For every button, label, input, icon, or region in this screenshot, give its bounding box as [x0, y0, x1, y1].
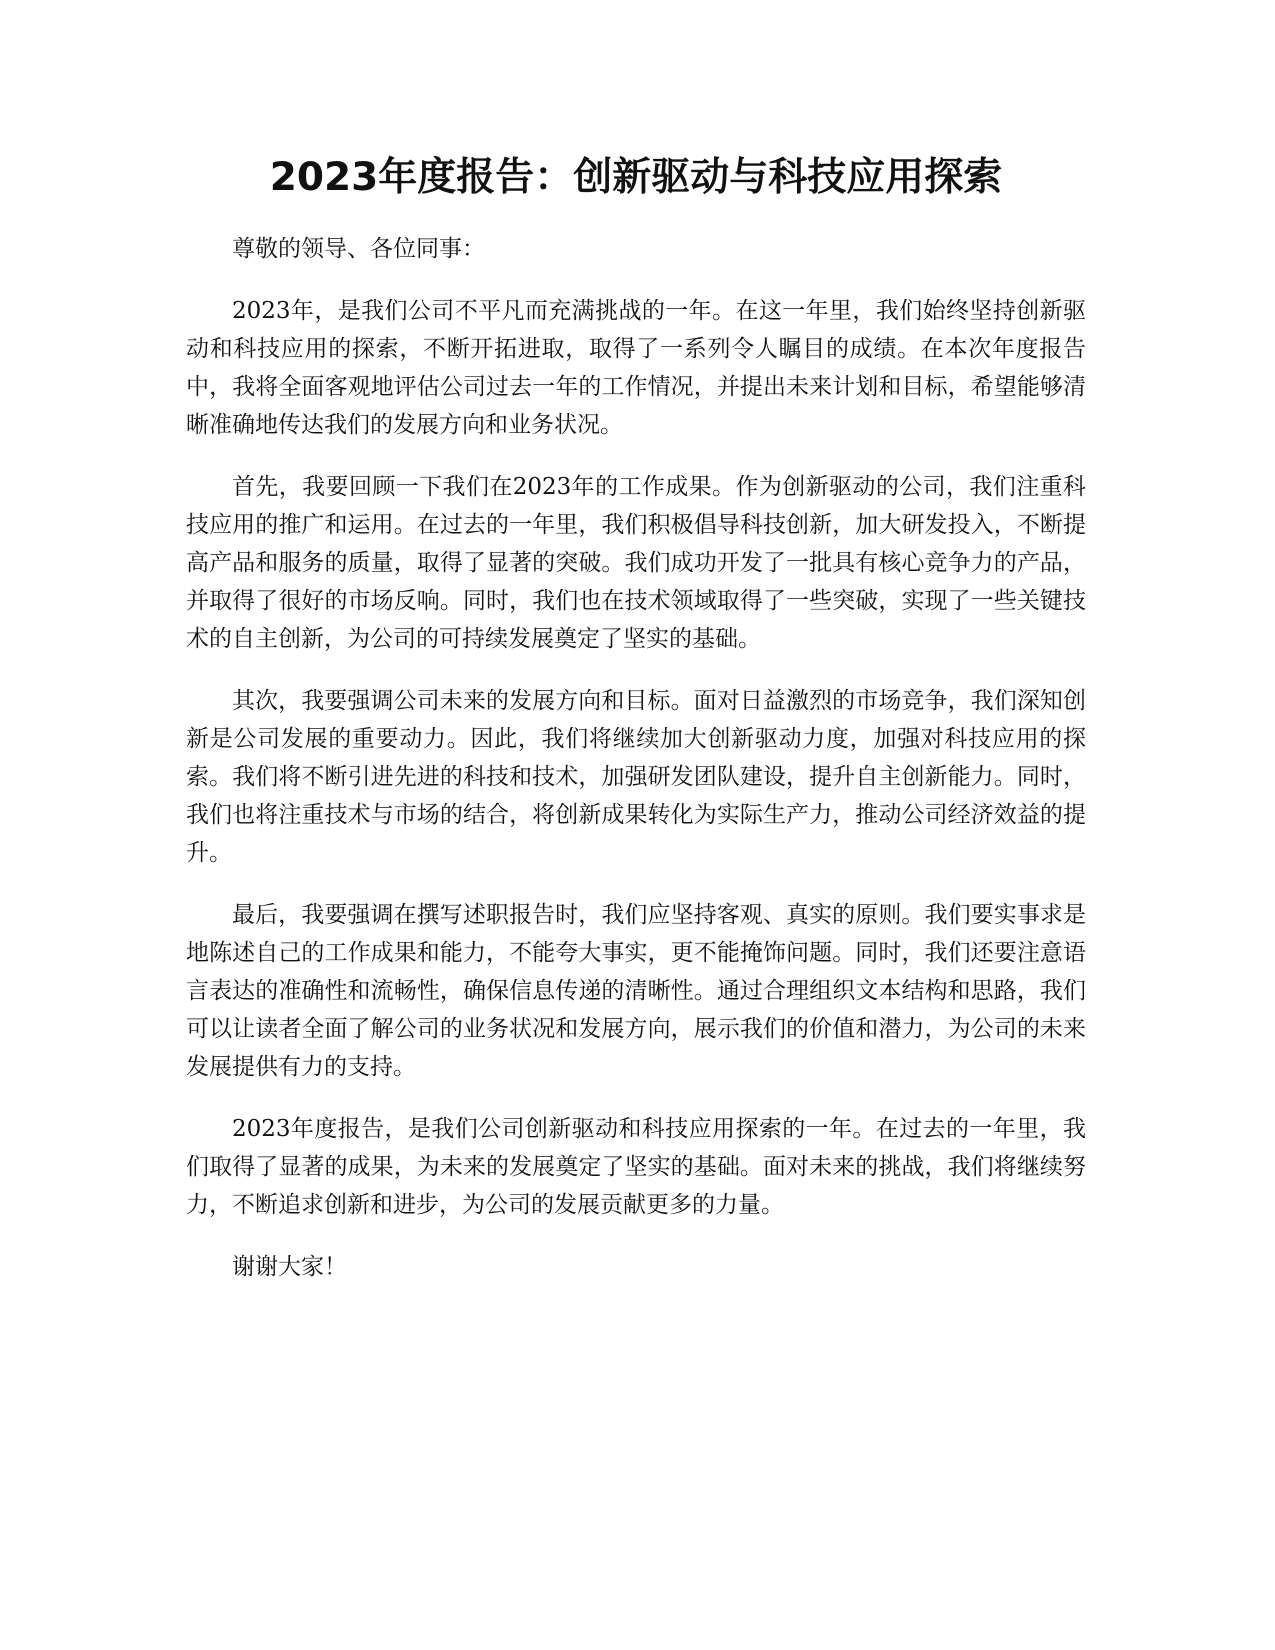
document-page	[186, 150, 1086, 1310]
paragraph-future-direction: 其次，我要强调公司未来的发展方向和目标。面对日益激烈的市场竞争，我们深知创新是公司发展的重要动力。因此，我们将继续加大创新驱动力度，加强对科技应用的探索。我们将不断引进先进的科技和技术，加强研发团队建设，提升自主创新能力。同时，我们也将注重技术与市场的结合，将创新成果转化为实际生产力，推动公司经济效益的提升。	[186, 688, 1086, 866]
paragraph-reporting-principles: 最后，我要强调在撰写述职报告时，我们应坚持客观、真实的原则。我们要实事求是地陈述自己的工作成果和能力，不能夸大事实，更不能掩饰问题。同时，我们还要注意语言表达的准确性和流畅性，确保信息传递的清晰性。通过合理组织文本结构和思路，我们可以让读者全面了解公司的业务状况和发展方向，展示我们的价值和潜力，为公司的未来发展提供有力的支持。	[186, 902, 1086, 1080]
paragraph-intro: 2023年，是我们公司不平凡而充满挑战的一年。在这一年里，我们始终坚持创新驱动和科技应用的探索，不断开拓进取，取得了一系列令人瞩目的成绩。在本次年度报告中，我将全面客观地评估公司过去一年的工作情况，并提出未来计划和目标，希望能够清晰准确地传达我们的发展方向和业务状况。	[186, 298, 1086, 438]
paragraph-achievements: 首先，我要回顾一下我们在2023年的工作成果。作为创新驱动的公司，我们注重科技应用的推广和运用。在过去的一年里，我们积极倡导科技创新，加大研发投入，不断提高产品和服务的质量，取得了显著的突破。我们成功开发了一批具有核心竞争力的产品，并取得了很好的市场反响。同时，我们也在技术领域取得了一些突破，实现了一些关键技术的自主创新，为公司的可持续发展奠定了坚实的基础。	[186, 474, 1086, 652]
salutation: 尊敬的领导、各位同事：	[232, 236, 485, 262]
document-title: 2023年度报告：创新驱动与科技应用探索	[269, 155, 1003, 200]
closing-remark: 谢谢大家！	[232, 1254, 347, 1280]
paragraph-summary: 2023年度报告，是我们公司创新驱动和科技应用探索的一年。在过去的一年里，我们取得了显著的成果，为未来的发展奠定了坚实的基础。面对未来的挑战，我们将继续努力，不断追求创新和进步，为公司的发展贡献更多的力量。	[186, 1116, 1086, 1218]
